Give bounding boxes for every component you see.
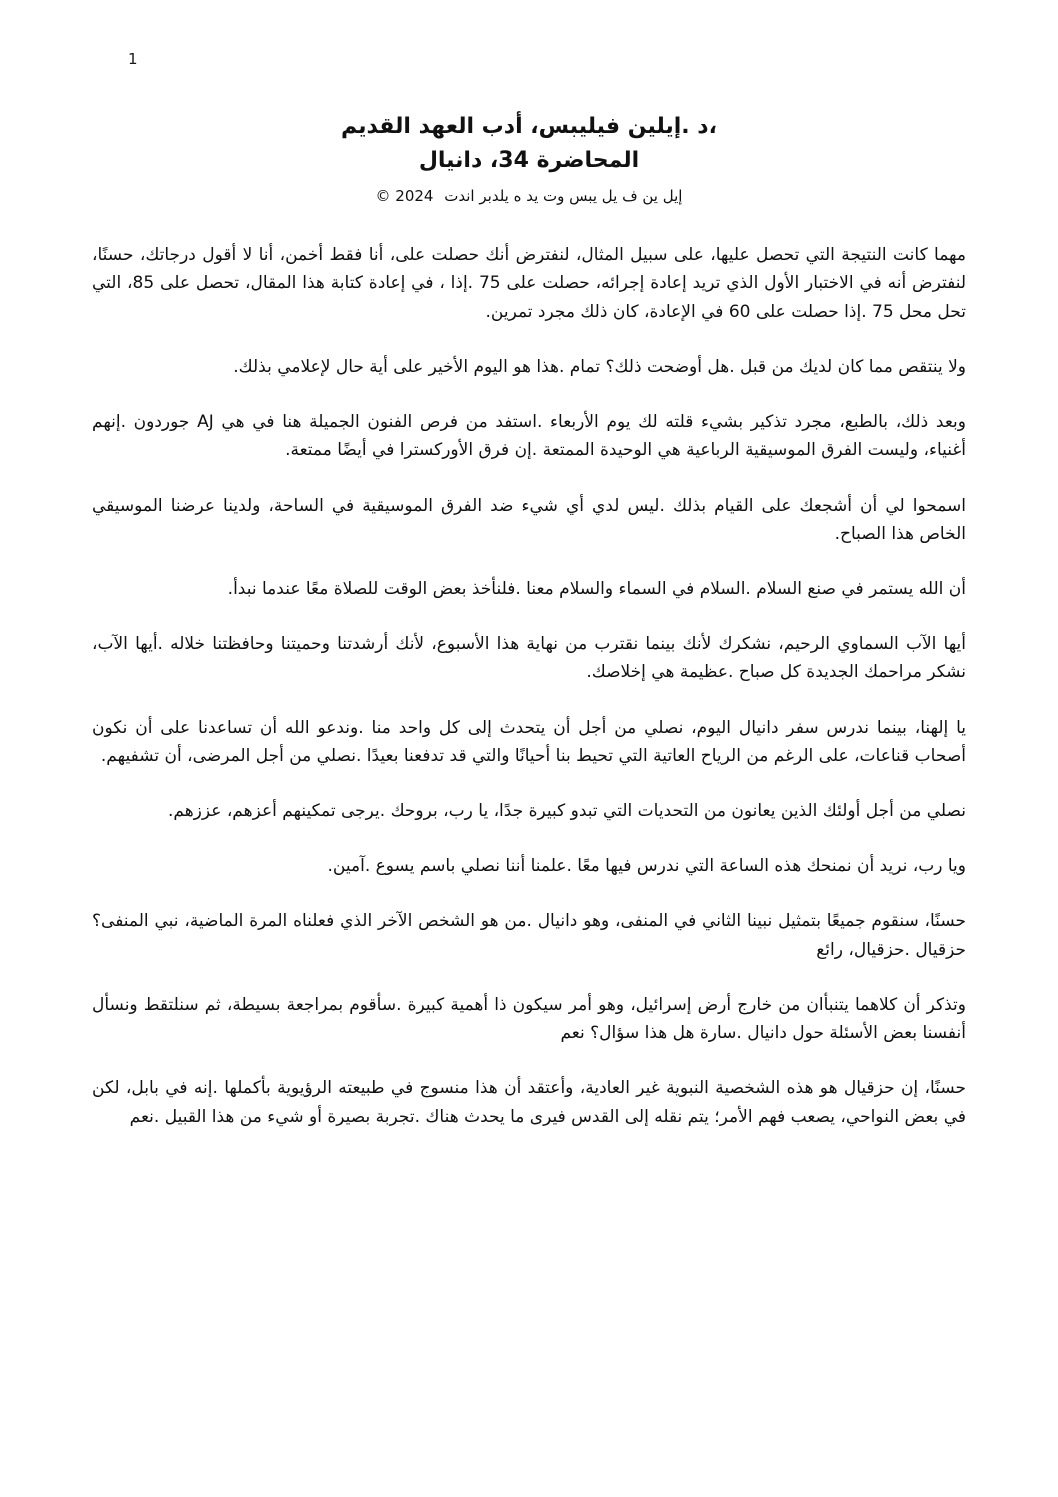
paragraph: يا إلهنا، بينما ندرس سفر دانيال اليوم، نصلي من أجل أن يتحدث إلى كل واحد منا .وندعو الله أن تساعدنا على أن نكون أصحاب قناعات، على الرغم من الرياح العاتية التي تحيط بنا أحيانًا والتي قد تدفعنا بعيدًا .نصلي من أجل المرضى، أن تشفيهم. — [92, 717, 966, 766]
paragraph: اسمحوا لي أن أشجعك على القيام بذلك .ليس لدي أي شيء ضد الفرق الموسيقية في الساحة، ولدينا عرضنا الموسيقي الخاص هذا الصباح. — [92, 495, 966, 544]
paragraph: مهما كانت النتيجة التي تحصل عليها، على سبيل المثال، لنفترض أنك حصلت على، أنا فقط أخمن، أنا لا أقول درجاتك، حسنًا، لنفترض أنه في الاختبار الأول الذي تريد إعادة إجرائه، حصلت على 75 .إذا ، في إعادة كتابة هذا المقال، تحصل على 85، التي تحل محل 75 .إذا حصلت على 60 في الإعادة، كان ذلك مجرد تمرين. — [92, 245, 966, 322]
document-title-line1: ،د .إيلين فيليبس، أدب العهد القديم — [341, 114, 717, 139]
copyright-year: © 2024 — [375, 187, 434, 206]
document-title-line2: المحاضرة 34، دانيال — [418, 148, 640, 174]
copyright-line — [92, 187, 966, 205]
paragraph: نصلي من أجل أولئك الذين يعانون من التحديات التي تبدو كبيرة جدًا، يا رب، بروحك .يرجى تمكينهم أعزهم، عززهم. — [168, 801, 966, 822]
title-block — [92, 110, 966, 205]
document-body — [92, 241, 966, 1131]
copyright-names: إيل ين ف يل يبس وت يد ه يلدبر اندت — [444, 187, 683, 206]
paragraph: حسنًا، سنقوم جميعًا بتمثيل نبينا الثاني في المنفى، وهو دانيال .من هو الشخص الآخر الذي فعلناه المرة الماضية، نبي المنفى؟ حزقيال .حزقيال، رائع — [92, 911, 966, 960]
paragraph: وتذكر أن كلاهما يتنبأان من خارج أرض إسرائيل، وهو أمر سيكون ذا أهمية كبيرة .سأقوم بمراجعة بسيطة، ثم سنلتقط ونسأل أنفسنا بعض الأسئلة حول دانيال .سارة هل هذا سؤال؟ نعم — [92, 994, 966, 1044]
paragraph: ولا ينتقص مما كان لديك من قبل .هل أوضحت ذلك؟ تمام .هذا هو اليوم الأخير على أية حال لإعلامي بذلك. — [233, 356, 966, 377]
paragraph: حسنًا، إن حزقيال هو هذه الشخصية النبوية غير العادية، وأعتقد أن هذا منسوج في طبيعته الرؤيوية بأكملها .إنه في بابل، لكن في بعض النواحي، يصعب فهم الأمر؛ يتم نقله إلى القدس فيرى ما يحدث هناك .تجربة بصيرة أو شيء من هذا القبيل .نعم — [92, 1078, 966, 1127]
page-number: 1 — [128, 50, 138, 68]
paragraph: ويا رب، نريد أن نمنحك هذه الساعة التي ندرس فيها معًا .علمنا أننا نصلي باسم يسوع .آمين. — [327, 856, 966, 877]
paragraph: وبعد ذلك، بالطبع، مجرد تذكير بشيء قلته لك يوم الأربعاء .استفد من فرص الفنون الجميلة هنا في هي AJ جوردون .إنهم أغنياء، وليست الفرق الموسيقية الرباعية هي الوحيدة الممتعة .إن فرق الأوركسترا في أيضًا ممتعة. — [92, 412, 966, 461]
paragraph: أن الله يستمر في صنع السلام .السلام في السماء والسلام معنا .فلنأخذ بعض الوقت للصلاة معًا عندما نبدأ. — [227, 578, 966, 599]
paragraph: أيها الآب السماوي الرحيم، نشكرك لأنك بينما نقترب من نهاية هذا الأسبوع، لأنك أرشدتنا وحميتنا وحافظتنا خلاله .أيها الآب، نشكر مراحمك الجديدة كل صباح .عظيمة هي إخلاصك. — [92, 634, 966, 683]
